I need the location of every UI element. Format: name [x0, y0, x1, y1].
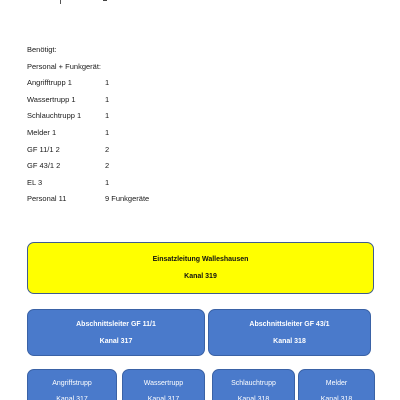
requirement-row: [27, 142, 149, 159]
org-box-channel: Kanal 319: [184, 273, 217, 280]
header-mark: [103, 0, 107, 1]
requirement-value: 1: [105, 94, 110, 104]
org-box-channel: Kanal 317: [56, 396, 88, 400]
org-box-title: Melder: [325, 380, 348, 387]
header-fragment: [54, 0, 114, 5]
org-box-section-leader-gf-11-1: [27, 309, 205, 356]
requirement-row: [27, 92, 149, 109]
requirement-value: 1: [105, 111, 110, 121]
org-box-title: Abschnittsleiter GF 43/1: [249, 320, 330, 328]
requirement-row: [27, 158, 149, 175]
requirement-name: GF 11/1 2: [27, 144, 60, 154]
requirement-name: GF 43/1 2: [27, 161, 61, 171]
org-box-title: Einsatzleitung Walleshausen: [152, 256, 249, 263]
org-box-channel: Kanal 317: [147, 396, 180, 400]
header-divider: [60, 0, 61, 4]
org-box-title: Angriffstrupp: [52, 380, 92, 387]
requirement-value: 1: [105, 78, 110, 88]
org-box-channel: Kanal 318: [273, 337, 306, 345]
requirement-row: [27, 125, 149, 142]
org-box-team-wassertrupp: [122, 369, 205, 400]
org-box-team-melder: [298, 369, 375, 400]
org-box-lead: [27, 242, 374, 294]
requirement-value: 2: [105, 144, 110, 154]
requirements-list: [27, 42, 149, 208]
requirement-name: Melder 1: [27, 127, 57, 137]
org-box-channel: Kanal 318: [320, 396, 353, 400]
requirement-name: Angrifftrupp 1: [27, 78, 72, 88]
org-box-channel: Kanal 318: [237, 396, 270, 400]
requirement-row: [27, 191, 149, 208]
requirement-name: Schlauchtrupp 1: [27, 111, 82, 121]
requirement-name: Wassertrupp 1: [27, 94, 76, 104]
org-box-channel: Kanal 317: [99, 337, 133, 345]
org-box-title: Wassertrupp: [143, 380, 184, 387]
requirement-name: Personal 11: [27, 194, 67, 204]
requirement-value: 9 Funkgeräte: [105, 194, 150, 204]
org-box-team-schlauchtrupp: [212, 369, 295, 400]
requirements-subheading: Personal + Funkgerät:: [27, 61, 102, 71]
requirement-value: 2: [105, 161, 110, 171]
requirement-row: [27, 75, 149, 92]
requirement-name: EL 3: [27, 177, 43, 187]
requirement-value: 1: [105, 127, 110, 137]
requirements-heading: Benötigt:: [27, 45, 57, 54]
org-box-team-angriffstrupp: [27, 369, 117, 400]
org-box-section-leader-gf-43-1: [208, 309, 371, 356]
org-box-title: Abschnittsleiter GF 11/1: [76, 320, 156, 328]
requirement-row: [27, 175, 149, 192]
requirement-row: [27, 108, 149, 125]
org-box-title: Schlauchtrupp: [231, 380, 276, 387]
requirement-value: 1: [105, 177, 110, 187]
